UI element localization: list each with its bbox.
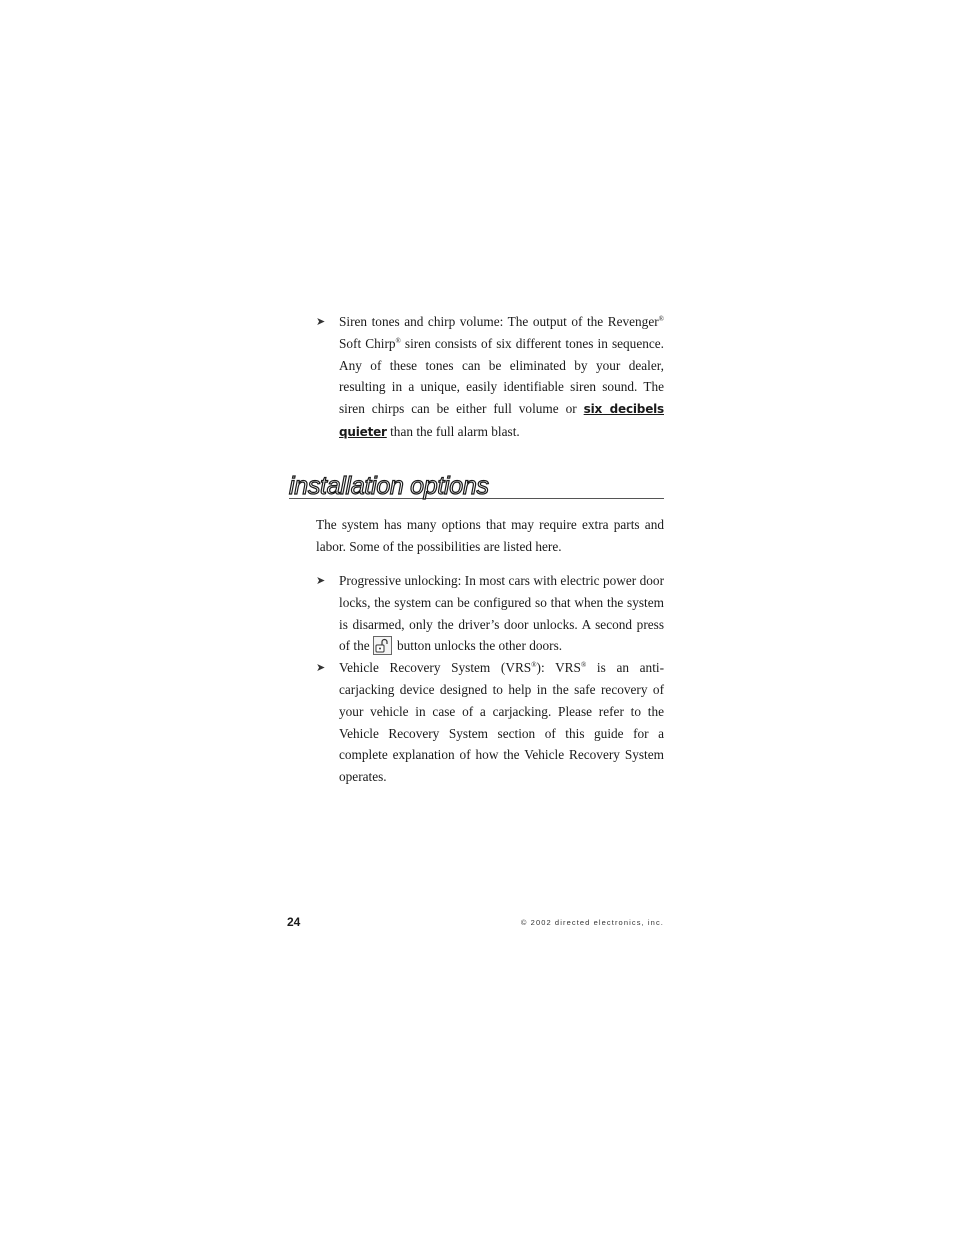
siren-text-mid2: siren consists of six different tones in sequence. Any of these tones can be eliminated by your dealer, resulting in a unique, easily identifiable siren sound. The siren chirps can be either full volume or <box>339 335 664 417</box>
options-bullet-list <box>316 570 664 788</box>
section-heading <box>289 470 664 499</box>
copyright-notice: © 2002 directed electronics, inc. <box>520 918 664 927</box>
list-item-siren-tones <box>316 311 664 444</box>
vrs-text-mid1: ): VRS <box>536 660 581 676</box>
bullet-arrow-icon: ➤ <box>316 661 326 675</box>
section-title: installation options <box>289 472 489 500</box>
emphasized-phrase: six decibels quieter <box>339 402 664 439</box>
siren-text-tail: than the full alarm blast. <box>386 423 520 439</box>
registered-mark: ® <box>658 315 664 323</box>
section-intro-paragraph: The system has many options that may require extra parts and labor. Some of the possibilities are listed here. <box>316 517 664 554</box>
siren-bullet-list <box>316 311 664 444</box>
unlocking-text-after: button unlocks the other doors. <box>396 638 563 654</box>
list-item-vehicle-recovery <box>316 657 664 788</box>
unlock-button-icon <box>373 636 392 655</box>
bullet-arrow-icon: ➤ <box>316 315 326 328</box>
bullet-arrow-icon: ➤ <box>316 574 326 587</box>
siren-text-lead: Siren tones and chirp volume: The output of the Revenger <box>339 314 659 329</box>
unlocking-text-before: Progressive unlocking: In most cars with electric power door locks, the system can be configured so that when the system is disarmed, only the driver’s door unlocks. A second press of the <box>339 573 664 654</box>
vrs-text-lead: Vehicle Recovery System (VRS <box>339 660 532 676</box>
vrs-text-tail: is an anti-carjacking device designed to help in the safe recovery of your vehicle in case of a carjacking. Please refer to the Vehicle Recovery System section of this guide for a complete explanation of how the Vehicle Recovery System operates. <box>339 660 665 785</box>
page-number: 24 <box>287 915 301 929</box>
list-item-progressive-unlocking <box>316 570 664 657</box>
registered-mark: ® <box>395 336 401 345</box>
registered-mark: ® <box>531 661 537 670</box>
siren-text-mid1: Soft Chirp <box>339 335 396 351</box>
registered-mark: ® <box>580 661 587 670</box>
